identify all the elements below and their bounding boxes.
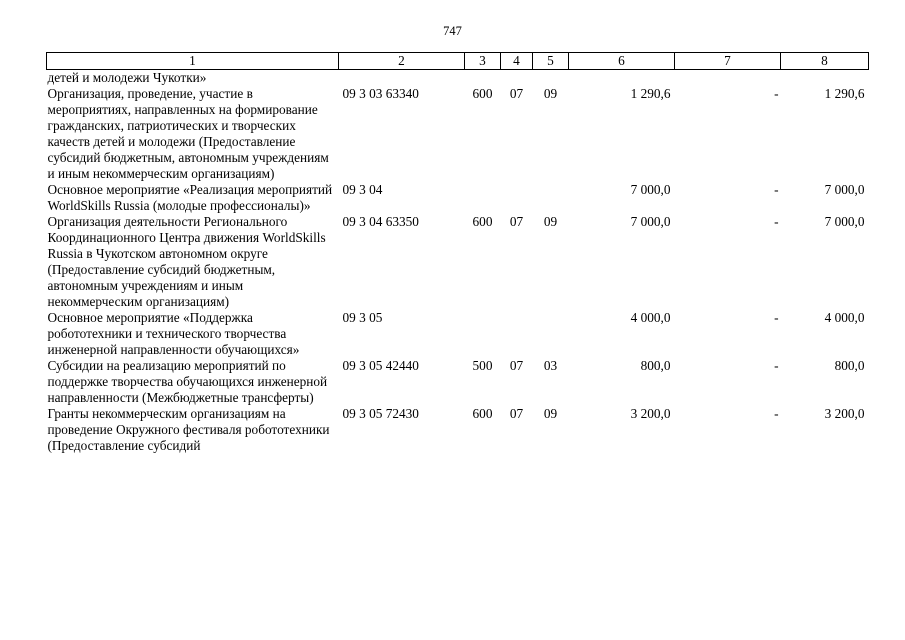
row-amount-regional: 1 290,6: [824, 86, 865, 101]
header-col-6: 6: [569, 53, 675, 70]
row-amount-regional: 800,0: [834, 358, 865, 373]
row-section: 07: [509, 86, 524, 101]
row-amount-federal: -: [774, 310, 779, 325]
row-amount-total: 3 200,0: [630, 406, 671, 421]
header-col-5: 5: [533, 53, 569, 70]
row-name: Основное мероприятие «Реализация мероприятий WorldSkills Russia (молодые профессионалы)»: [47, 182, 333, 213]
row-expense-type: 600: [472, 214, 493, 229]
row-name: Основное мероприятие «Поддержка робототехники и технического творчества инженерной направленности обучающихся»: [47, 310, 300, 357]
row-target-code: 09 3 05: [342, 310, 383, 325]
row-subsection: 09: [543, 214, 558, 229]
table-row: [47, 406, 869, 454]
row-name: Организация, проведение, участие в мероприятиях, направленных на формирование гражданских, патриотических и творческих качеств детей и молодежи (Предоставление субсидий бюджетным, автономным учреждениям и иным некоммерческим организациям): [47, 86, 329, 181]
row-target-code: 09 3 03 63340: [342, 86, 419, 101]
row-name: детей и молодежи Чукотки»: [47, 70, 207, 85]
header-col-7: 7: [675, 53, 781, 70]
row-amount-federal: [675, 70, 781, 87]
row-name: Субсидии на реализацию мероприятий по поддержке творчества обучающихся инженерной направленности (Межбюджетные трансферты): [47, 358, 328, 405]
row-amount-regional: 3 200,0: [824, 406, 865, 421]
table-row: [47, 310, 869, 358]
row-amount-total: 7 000,0: [630, 214, 671, 229]
row-amount-federal: -: [774, 214, 779, 229]
row-amount-federal: -: [774, 182, 779, 197]
row-name: Гранты некоммерческим организациям на проведение Окружного фестиваля робототехники (Предоставление субсидий: [47, 406, 330, 453]
row-target-code: 09 3 04 63350: [342, 214, 419, 229]
header-col-8: 8: [781, 53, 869, 70]
row-amount-regional: 7 000,0: [824, 182, 865, 197]
row-expense-type: 500: [472, 358, 493, 373]
table-row: [47, 214, 869, 310]
row-amount-total: 1 290,6: [630, 86, 671, 101]
row-amount-federal: -: [774, 358, 779, 373]
row-amount-regional: 7 000,0: [824, 214, 865, 229]
row-subsection: 03: [543, 358, 558, 373]
page-number: 747: [443, 24, 462, 38]
row-expense-type: [465, 182, 501, 214]
row-expense-type: 600: [472, 86, 493, 101]
row-amount-total: 800,0: [640, 358, 671, 373]
row-amount-regional: [781, 70, 869, 87]
row-target-code: 09 3 05 72430: [342, 406, 419, 421]
row-section: 07: [509, 406, 524, 421]
row-target-code: [339, 70, 465, 87]
row-amount-federal: -: [774, 86, 779, 101]
row-expense-type: [465, 310, 501, 358]
row-target-code: 09 3 05 42440: [342, 358, 419, 373]
header-col-4: 4: [501, 53, 533, 70]
table-body: [47, 70, 869, 455]
row-subsection: [533, 70, 569, 87]
table-header: [47, 53, 869, 70]
row-amount-total: [569, 70, 675, 87]
table-row: [47, 182, 869, 214]
table-row: [47, 86, 869, 182]
budget-table: [46, 52, 869, 454]
row-expense-type: 600: [472, 406, 493, 421]
row-amount-total: 4 000,0: [630, 310, 671, 325]
header-row: [47, 53, 869, 70]
row-expense-type: [465, 70, 501, 87]
row-amount-regional: 4 000,0: [824, 310, 865, 325]
row-name: Организация деятельности Регионального Координационного Центра движения WorldSkills Russia в Чукотском автономном округе (Предоставление субсидий бюджетным, автономным учреждениям и иным некоммерческим организациям): [47, 214, 326, 309]
row-section: 07: [509, 358, 524, 373]
row-subsection: 09: [543, 86, 558, 101]
table-row: [47, 70, 869, 87]
row-target-code: 09 3 04: [342, 182, 383, 197]
row-section: [501, 182, 533, 214]
row-subsection: [533, 182, 569, 214]
header-col-1: 1: [47, 53, 339, 70]
table-row: [47, 358, 869, 406]
row-amount-federal: -: [774, 406, 779, 421]
row-amount-total: 7 000,0: [630, 182, 671, 197]
row-section: [501, 310, 533, 358]
row-subsection: 09: [543, 406, 558, 421]
row-section: 07: [509, 214, 524, 229]
header-col-2: 2: [339, 53, 465, 70]
row-section: [501, 70, 533, 87]
row-subsection: [533, 310, 569, 358]
header-col-3: 3: [465, 53, 501, 70]
